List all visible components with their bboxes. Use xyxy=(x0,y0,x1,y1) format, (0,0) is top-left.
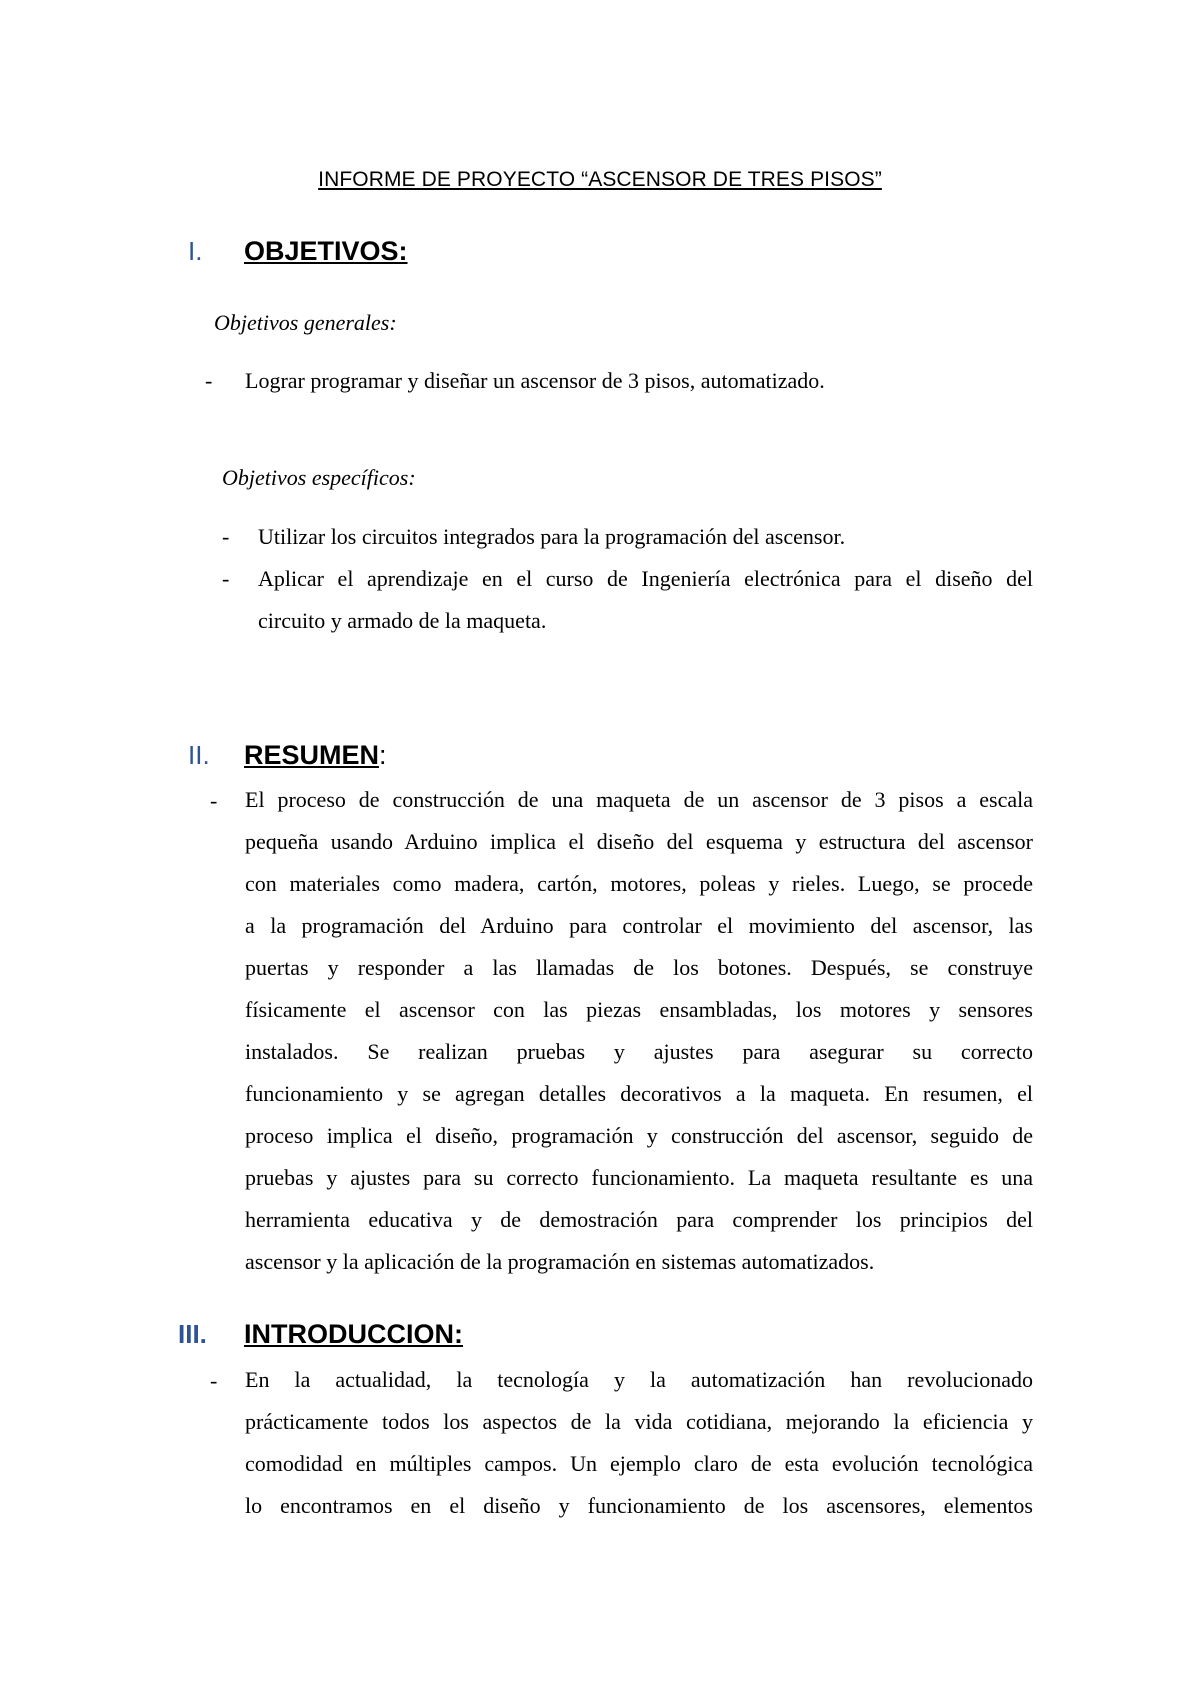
paragraph-line: con materiales como madera, cartón, motores, poleas y rieles. Luego, se procede xyxy=(245,871,1033,896)
bullet-dash: - xyxy=(210,1368,218,1393)
introduccion-paragraph xyxy=(245,1359,1033,1569)
paragraph-line: El proceso de construcción de una maqueta de un ascensor de 3 pisos a escala xyxy=(245,787,1033,812)
section-colon: : xyxy=(379,739,387,770)
paragraph-line: instalados. Se realizan pruebas y ajustes para asegurar su correcto xyxy=(245,1039,1033,1064)
bullet-dash: - xyxy=(222,566,230,591)
paragraph-line: lo encontramos en el diseño y funcionamiento de los ascensores, elementos xyxy=(245,1493,1033,1518)
section-heading-resumen xyxy=(188,738,387,772)
subheading-objetivos-generales: Objetivos generales: xyxy=(214,310,397,335)
section-number: I. xyxy=(188,235,203,266)
section-heading-objetivos xyxy=(188,234,408,268)
bullet-dash: - xyxy=(205,368,213,393)
list-item: Lograr programar y diseñar un ascensor de 3 pisos, automatizado. xyxy=(245,368,825,393)
paragraph-line: ascensor y la aplicación de la programación en sistemas automatizados. xyxy=(245,1249,875,1274)
paragraph-line: En la actualidad, la tecnología y la automatización han revolucionado xyxy=(245,1367,1033,1392)
paragraph-line: comodidad en múltiples campos. Un ejemplo claro de esta evolución tecnológica xyxy=(245,1451,1033,1476)
list-item-continuation: circuito y armado de la maqueta. xyxy=(258,608,547,633)
paragraph-line: a la programación del Arduino para controlar el movimiento del ascensor, las xyxy=(245,913,1033,938)
paragraph-line: físicamente el ascensor con las piezas ensambladas, los motores y sensores xyxy=(245,997,1033,1022)
section-heading-introduccion xyxy=(178,1317,463,1351)
paragraph-line: proceso implica el diseño, programación y construcción del ascensor, seguido de xyxy=(245,1123,1033,1148)
paragraph-line: puertas y responder a las llamadas de los botones. Después, se construye xyxy=(245,955,1033,980)
paragraph-line: pruebas y ajustes para su correcto funcionamiento. La maqueta resultante es una xyxy=(245,1165,1033,1190)
list-item: Utilizar los circuitos integrados para la programación del ascensor. xyxy=(258,524,846,549)
section-number: III. xyxy=(178,1318,207,1349)
paragraph-line: herramienta educativa y de demostración para comprender los principios del xyxy=(245,1207,1033,1232)
section-label: INTRODUCCION: xyxy=(244,1318,463,1349)
section-label: RESUMEN xyxy=(244,739,380,770)
subheading-objetivos-especificos: Objetivos específicos: xyxy=(222,465,416,490)
section-number: II. xyxy=(188,739,210,770)
list-item: Aplicar el aprendizaje en el curso de Ingeniería electrónica para el diseño del xyxy=(258,566,1033,591)
resumen-paragraph xyxy=(245,779,1033,1325)
paragraph-line: prácticamente todos los aspectos de la vida cotidiana, mejorando la eficiencia y xyxy=(245,1409,1033,1434)
paragraph-line: funcionamiento y se agregan detalles decorativos a la maqueta. En resumen, el xyxy=(245,1081,1033,1106)
document-title: INFORME DE PROYECTO “ASCENSOR DE TRES PISOS” xyxy=(318,168,882,191)
bullet-dash: - xyxy=(210,788,218,813)
paragraph-line: pequeña usando Arduino implica el diseño del esquema y estructura del ascensor xyxy=(245,829,1033,854)
section-label: OBJETIVOS: xyxy=(244,235,408,266)
bullet-dash: - xyxy=(222,524,230,549)
